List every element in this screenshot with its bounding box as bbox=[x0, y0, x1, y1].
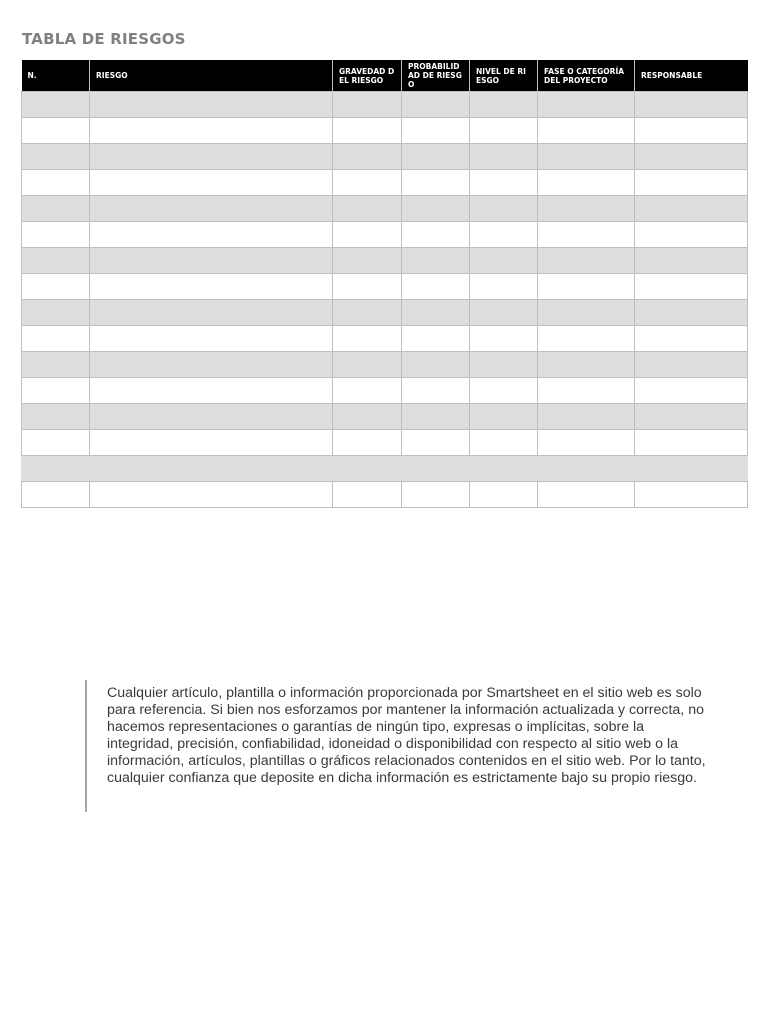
column-header-risk: RIESGO bbox=[90, 60, 333, 92]
table-row bbox=[22, 248, 748, 274]
table-cell[interactable] bbox=[402, 430, 470, 456]
table-row bbox=[22, 144, 748, 170]
table-cell[interactable] bbox=[333, 378, 402, 404]
table-cell[interactable] bbox=[635, 430, 748, 456]
table-cell[interactable] bbox=[470, 326, 538, 352]
table-row bbox=[22, 482, 748, 508]
table-cell[interactable] bbox=[635, 404, 748, 430]
risk-table bbox=[21, 60, 748, 508]
table-cell[interactable] bbox=[402, 118, 470, 144]
table-cell[interactable] bbox=[90, 378, 333, 404]
table-row bbox=[22, 170, 748, 196]
table-cell[interactable] bbox=[22, 274, 90, 300]
table-cell[interactable] bbox=[538, 430, 635, 456]
table-cell[interactable] bbox=[90, 222, 333, 248]
column-header-severity: GRAVEDAD DEL RIESGO bbox=[333, 60, 402, 92]
table-cell[interactable] bbox=[90, 170, 333, 196]
table-cell[interactable] bbox=[635, 196, 748, 222]
table-row bbox=[22, 274, 748, 300]
table-cell[interactable] bbox=[635, 170, 748, 196]
table-cell[interactable] bbox=[635, 248, 748, 274]
table-cell[interactable] bbox=[22, 352, 90, 378]
table-cell[interactable] bbox=[333, 404, 402, 430]
table-cell[interactable] bbox=[538, 196, 635, 222]
table-cell[interactable] bbox=[333, 300, 402, 326]
table-cell[interactable] bbox=[402, 378, 470, 404]
table-cell[interactable] bbox=[402, 300, 470, 326]
table-cell[interactable] bbox=[538, 118, 635, 144]
table-row bbox=[22, 456, 748, 482]
table-row bbox=[22, 352, 748, 378]
table-cell[interactable] bbox=[333, 222, 402, 248]
table-cell[interactable] bbox=[470, 196, 538, 222]
table-cell[interactable] bbox=[333, 170, 402, 196]
table-cell[interactable] bbox=[22, 222, 90, 248]
table-cell[interactable] bbox=[90, 352, 333, 378]
table-row bbox=[22, 300, 748, 326]
table-cell[interactable] bbox=[22, 118, 90, 144]
table-cell[interactable] bbox=[22, 92, 90, 118]
table-cell[interactable] bbox=[538, 404, 635, 430]
page-title: TABLA DE RIESGOS bbox=[22, 30, 186, 48]
table-cell[interactable] bbox=[90, 274, 333, 300]
table-cell[interactable] bbox=[635, 378, 748, 404]
table-cell[interactable] bbox=[333, 274, 402, 300]
table-cell[interactable] bbox=[538, 92, 635, 118]
table-cell[interactable] bbox=[90, 144, 333, 170]
table-cell[interactable] bbox=[22, 170, 90, 196]
table-cell[interactable] bbox=[402, 196, 470, 222]
table-cell[interactable] bbox=[402, 274, 470, 300]
table-cell[interactable] bbox=[635, 118, 748, 144]
table-cell[interactable] bbox=[470, 170, 538, 196]
table-cell[interactable] bbox=[470, 482, 538, 508]
table-cell[interactable] bbox=[470, 118, 538, 144]
table-cell[interactable] bbox=[22, 482, 90, 508]
table-cell[interactable] bbox=[402, 482, 470, 508]
table-body bbox=[22, 92, 748, 508]
table-cell[interactable] bbox=[402, 92, 470, 118]
table-cell[interactable] bbox=[635, 144, 748, 170]
table-cell[interactable] bbox=[635, 456, 748, 482]
table-cell[interactable] bbox=[22, 196, 90, 222]
table-cell[interactable] bbox=[635, 352, 748, 378]
table-cell[interactable] bbox=[333, 326, 402, 352]
table-cell[interactable] bbox=[635, 482, 748, 508]
table-cell[interactable] bbox=[333, 482, 402, 508]
table-cell[interactable] bbox=[635, 274, 748, 300]
disclaimer-block bbox=[85, 680, 706, 812]
table-cell[interactable] bbox=[635, 326, 748, 352]
table-cell[interactable] bbox=[90, 248, 333, 274]
table-cell[interactable] bbox=[22, 144, 90, 170]
table-cell[interactable] bbox=[402, 456, 470, 482]
table-cell[interactable] bbox=[90, 430, 333, 456]
table-cell[interactable] bbox=[90, 118, 333, 144]
table-cell[interactable] bbox=[538, 300, 635, 326]
table-cell[interactable] bbox=[470, 92, 538, 118]
table-cell[interactable] bbox=[402, 144, 470, 170]
table-cell[interactable] bbox=[470, 404, 538, 430]
table-cell[interactable] bbox=[538, 326, 635, 352]
table-cell[interactable] bbox=[402, 352, 470, 378]
table-cell[interactable] bbox=[333, 196, 402, 222]
table-cell[interactable] bbox=[470, 222, 538, 248]
table-cell[interactable] bbox=[470, 430, 538, 456]
table-cell[interactable] bbox=[470, 456, 538, 482]
table-cell[interactable] bbox=[538, 170, 635, 196]
table-cell[interactable] bbox=[90, 482, 333, 508]
table-cell[interactable] bbox=[402, 170, 470, 196]
table-row bbox=[22, 404, 748, 430]
column-header-phase: FASE O CATEGORÍA DEL PROYECTO bbox=[538, 60, 635, 92]
table-cell[interactable] bbox=[470, 144, 538, 170]
table-row bbox=[22, 222, 748, 248]
table-header-row bbox=[22, 60, 748, 92]
disclaimer-text: Cualquier artículo, plantilla o información proporcionada por Smartsheet en el sitio web es solo para referencia. Si bien nos esforzamos por mantener la información actualizada y correcta, no hacemos representaciones o garantías de ningún tipo, expresas o implícitas, sobre la integridad, precisión, confiabilidad, idoneidad o disponibilidad con respecto al sitio web o la información, artículos, plantillas o gráficos relacionados contenidos en el sitio web. Por lo tanto, cualquier confianza que deposite en dicha información es estrictamente bajo su propio riesgo. bbox=[107, 685, 706, 786]
table-cell[interactable] bbox=[90, 456, 333, 482]
table-cell[interactable] bbox=[635, 92, 748, 118]
table-cell[interactable] bbox=[635, 300, 748, 326]
table-cell[interactable] bbox=[470, 274, 538, 300]
table-cell[interactable] bbox=[538, 248, 635, 274]
table-cell[interactable] bbox=[538, 482, 635, 508]
table-row bbox=[22, 326, 748, 352]
table-cell[interactable] bbox=[470, 378, 538, 404]
table-cell[interactable] bbox=[333, 118, 402, 144]
table-row bbox=[22, 430, 748, 456]
table-cell[interactable] bbox=[470, 300, 538, 326]
table-cell[interactable] bbox=[22, 326, 90, 352]
table-row bbox=[22, 92, 748, 118]
table-cell[interactable] bbox=[90, 196, 333, 222]
table-cell[interactable] bbox=[22, 378, 90, 404]
column-header-risk-level: NIVEL DE RIESGO bbox=[470, 60, 538, 92]
table-cell[interactable] bbox=[538, 222, 635, 248]
table-row bbox=[22, 196, 748, 222]
table-cell[interactable] bbox=[22, 430, 90, 456]
table-cell[interactable] bbox=[402, 404, 470, 430]
table-cell[interactable] bbox=[90, 404, 333, 430]
table-cell[interactable] bbox=[333, 456, 402, 482]
table-cell[interactable] bbox=[402, 326, 470, 352]
table-cell[interactable] bbox=[538, 274, 635, 300]
table-cell[interactable] bbox=[402, 248, 470, 274]
table-cell[interactable] bbox=[470, 248, 538, 274]
table-cell[interactable] bbox=[538, 378, 635, 404]
table-cell[interactable] bbox=[333, 92, 402, 118]
table-cell[interactable] bbox=[22, 456, 90, 482]
table-row bbox=[22, 118, 748, 144]
table-cell[interactable] bbox=[90, 326, 333, 352]
table-cell[interactable] bbox=[333, 248, 402, 274]
table-cell[interactable] bbox=[402, 222, 470, 248]
table-cell[interactable] bbox=[333, 144, 402, 170]
table-cell[interactable] bbox=[22, 300, 90, 326]
column-header-owner: RESPONSABLE bbox=[635, 60, 748, 92]
table-cell[interactable] bbox=[470, 352, 538, 378]
column-header-number: N. bbox=[22, 60, 90, 92]
table-cell[interactable] bbox=[22, 248, 90, 274]
column-header-probability: PROBABILIDAD DE RIESGO bbox=[402, 60, 470, 92]
table-cell[interactable] bbox=[90, 92, 333, 118]
table-row bbox=[22, 378, 748, 404]
table-cell[interactable] bbox=[538, 144, 635, 170]
table-cell[interactable] bbox=[90, 300, 333, 326]
table-cell[interactable] bbox=[635, 222, 748, 248]
table-cell[interactable] bbox=[333, 352, 402, 378]
table-cell[interactable] bbox=[333, 430, 402, 456]
table-cell[interactable] bbox=[22, 404, 90, 430]
table-cell[interactable] bbox=[538, 456, 635, 482]
table-cell[interactable] bbox=[538, 352, 635, 378]
